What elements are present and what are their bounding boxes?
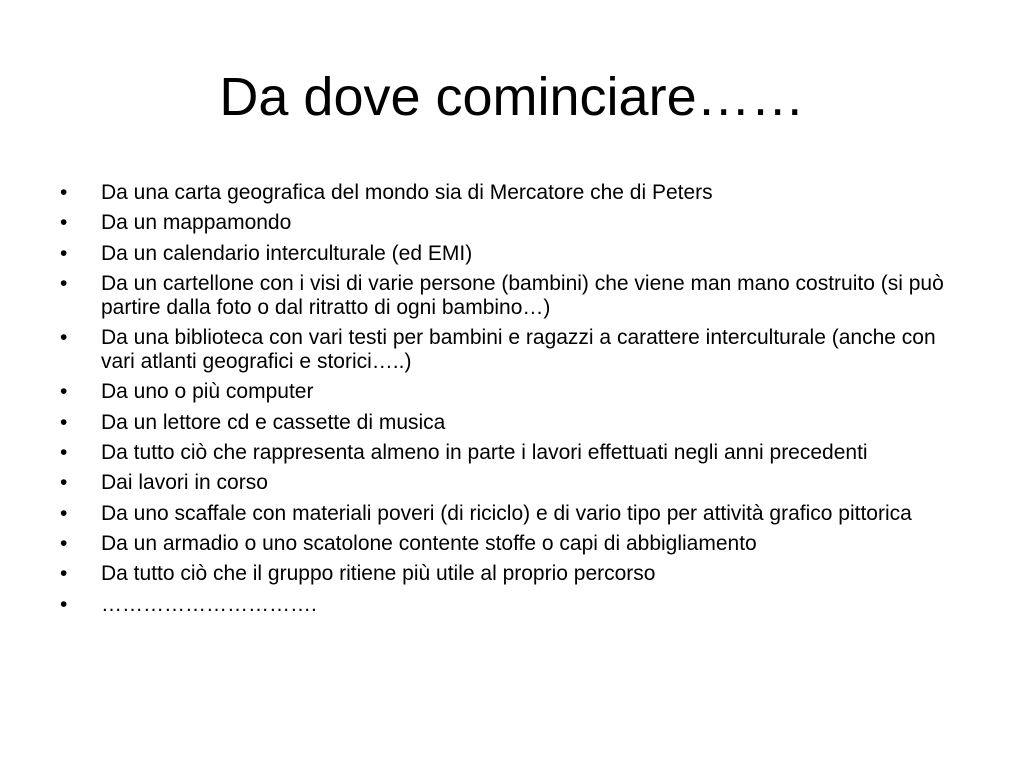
bullet-item (60, 471, 960, 495)
bullet-dot-icon: • (60, 562, 68, 586)
bullet-dot-icon: • (60, 471, 68, 495)
bullet-text: Dai lavori in corso (101, 471, 268, 495)
bullet-text: Da un lettore cd e cassette di musica (101, 410, 446, 434)
bullet-text: …………………………. (101, 592, 317, 616)
bullet-dot-icon: • (60, 380, 68, 404)
bullet-text: Da uno scaffale con materiali poveri (di riciclo) e di vario tipo per attività grafico pittorica (101, 501, 912, 525)
bullet-item (60, 532, 960, 556)
bullet-item (60, 502, 960, 526)
bullet-item (60, 411, 960, 435)
bullet-text: Da un armadio o uno scatolone contente stoffe o capi di abbigliamento (101, 531, 757, 555)
bullet-dot-icon: • (60, 326, 68, 350)
bullet-item (60, 562, 960, 586)
bullet-dot-icon: • (60, 241, 68, 265)
bullet-text: Da un calendario interculturale (ed EMI) (101, 241, 473, 265)
bullet-dot-icon: • (60, 441, 68, 465)
bullet-text: Da tutto ciò che rappresenta almeno in parte i lavori effettuati negli anni precedenti (101, 441, 868, 465)
bullet-dot-icon: • (60, 211, 68, 235)
bullet-item (60, 242, 960, 266)
bullet-dot-icon: • (60, 501, 68, 525)
bullet-text: Da un mappamondo (101, 211, 292, 235)
bullet-dot-icon: • (60, 271, 68, 295)
bullet-text: Da un cartellone con i visi di varie persone (bambini) che viene man mano costruito (si può partire dalla foto o dal ritratto di ogni bambino…) (101, 271, 944, 319)
bullet-text: Da tutto ciò che il gruppo ritiene più utile al proprio percorso (101, 562, 656, 586)
bullet-item (60, 441, 960, 465)
bullet-item (60, 326, 960, 374)
bullet-item (60, 272, 960, 320)
bullet-item (60, 181, 960, 205)
bullet-item (60, 380, 960, 404)
bullet-text: Da una biblioteca con vari testi per bambini e ragazzi a carattere interculturale (anche con vari atlanti geografici e storici…..) (101, 326, 936, 374)
bullet-item (60, 593, 960, 617)
bullet-dot-icon: • (60, 410, 68, 434)
bullet-dot-icon: • (60, 592, 68, 616)
bullet-dot-icon: • (60, 181, 68, 204)
bullet-item (60, 211, 960, 235)
bullet-list (60, 181, 960, 623)
bullet-text: Da uno o più computer (101, 380, 314, 404)
bullet-dot-icon: • (60, 531, 68, 555)
bullet-text: Da una carta geografica del mondo sia di Mercatore che di Peters (101, 181, 713, 204)
slide-title: Da dove cominciare…… (219, 67, 805, 127)
